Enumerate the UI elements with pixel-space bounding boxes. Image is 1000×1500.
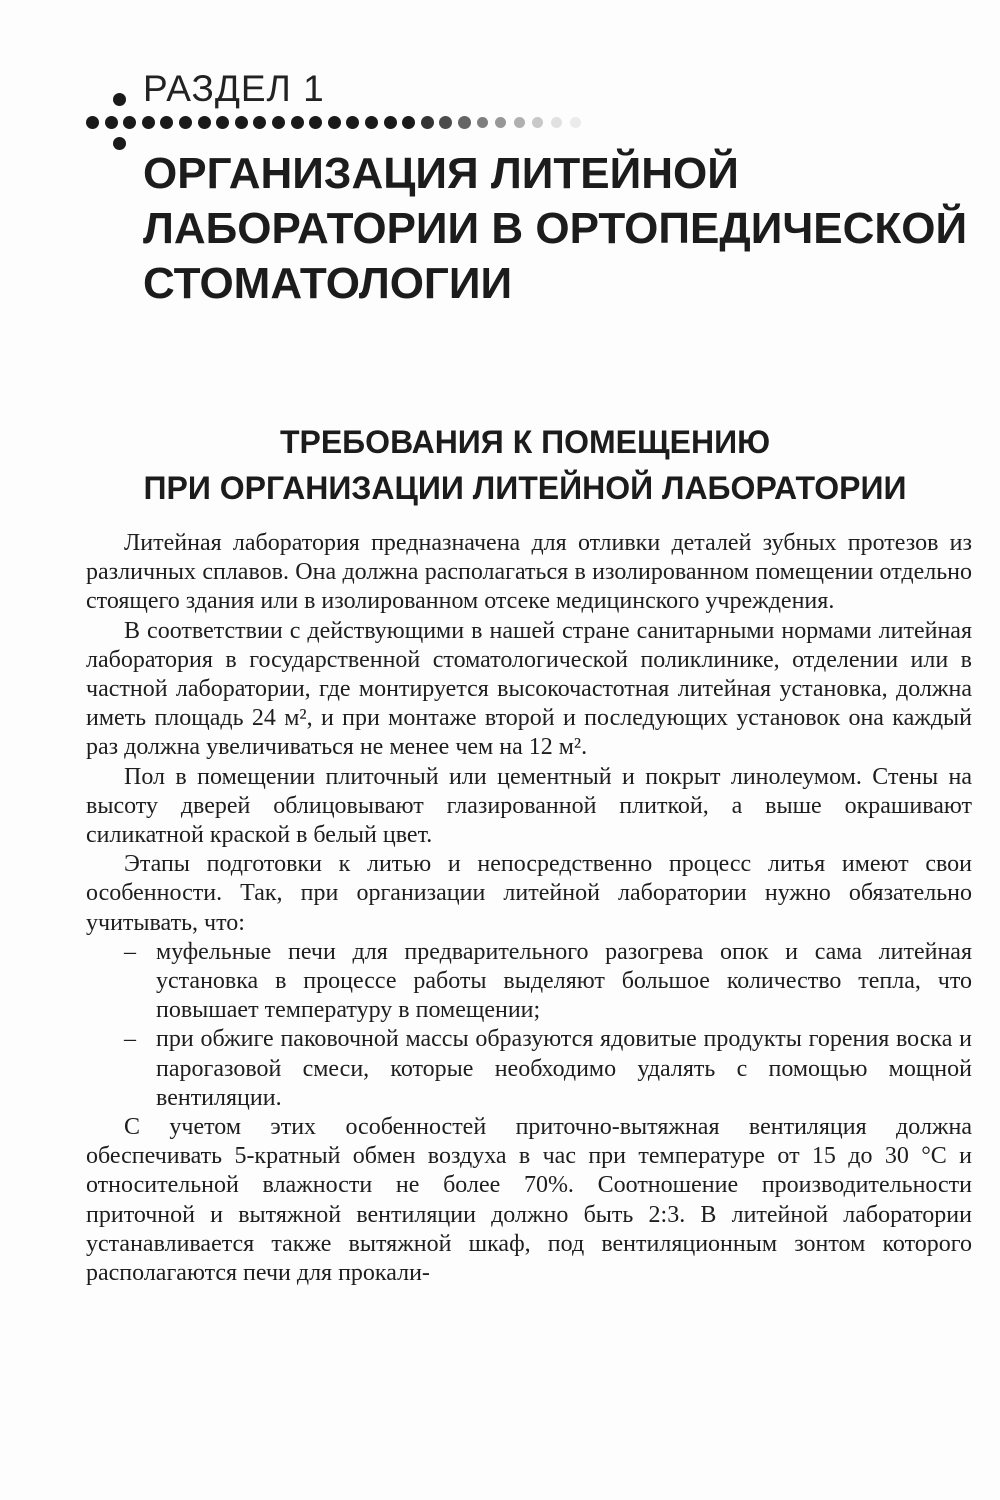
rule-dot bbox=[105, 116, 118, 129]
rule-dot bbox=[160, 116, 173, 129]
rule-dot bbox=[198, 116, 211, 129]
section-bullet-bottom bbox=[113, 137, 126, 150]
paragraph: Литейная лаборатория предназначена для отливки деталей зубных протезов из различных сплавов. Она должна располагаться в изолированном помещении отдельно стоящего здания или в изолированном отсеке медицинского учреждения. bbox=[86, 530, 972, 615]
rule-dot bbox=[179, 116, 192, 129]
rule-dot bbox=[235, 116, 248, 129]
rule-dot bbox=[291, 116, 304, 129]
paragraph: Пол в помещении плиточный или цементный и покрыт линолеумом. Стены на высоту дверей облицовывают глазированной плиткой, а выше окрашивают силикатной краской в белый цвет. bbox=[86, 763, 972, 849]
list-marker: – bbox=[124, 938, 136, 965]
section-bullet-top bbox=[113, 93, 126, 106]
rule-dot bbox=[421, 116, 434, 129]
section-heading bbox=[80, 419, 970, 511]
rule-dot bbox=[216, 116, 229, 129]
rule-dot bbox=[495, 117, 506, 128]
chapter-title bbox=[143, 146, 983, 311]
rule-dot bbox=[365, 116, 378, 129]
list-item bbox=[86, 938, 972, 1026]
paragraph: В соответствии с действующими в нашей стране санитарными нормами литейная лаборатория в государственной стоматологической поликлинике, отделении или в частной лаборатории, где монтируется высокочастотная литейная установка, должна иметь площадь 24 м², и при монтаже второй и последующих установок она каждый раз должна увеличиваться не менее чем на 12 м². bbox=[86, 617, 972, 761]
section-heading-line: ПРИ ОРГАНИЗАЦИИ ЛИТЕЙНОЙ ЛАБОРАТОРИИ bbox=[143, 470, 907, 506]
chapter-title-line: СТОМАТОЛОГИИ bbox=[143, 259, 513, 308]
rule-dot bbox=[142, 116, 155, 129]
paragraph: С учетом этих особенностей приточно-вытяжная вентиляция должна обеспечивать 5-кратный обмен воздуха в час при температуре от 15 до 30 °С и относительной влажности не более 70%. Соотношение производительности приточной и вытяжной вентиляции должно быть 2:3. В литейной лаборатории устанавливается также вытяжной шкаф, под вентиляционным зонтом которого располагаются печи для прокали- bbox=[86, 1114, 972, 1287]
rule-dot bbox=[123, 116, 136, 129]
rule-dot bbox=[570, 117, 581, 128]
rule-dot bbox=[439, 116, 452, 129]
list-item-text: при обжиге паковочной массы образуются ядовитые продукты горения воска и парогазовой смеси, которые необходимо удалять с помощью мощной вентиляции. bbox=[156, 1026, 972, 1111]
rule-dot bbox=[532, 117, 543, 128]
bullet-list bbox=[86, 938, 972, 1113]
rule-dot bbox=[272, 116, 285, 129]
rule-dot bbox=[328, 116, 341, 129]
rule-dot bbox=[458, 116, 471, 129]
rule-dot bbox=[86, 116, 99, 129]
list-item bbox=[86, 1025, 972, 1113]
rule-dot bbox=[402, 116, 415, 129]
section-label: РАЗДЕЛ 1 bbox=[143, 68, 325, 109]
chapter-title-line: ОРГАНИЗАЦИЯ ЛИТЕЙНОЙ bbox=[143, 149, 739, 198]
section-heading-line: ТРЕБОВАНИЯ К ПОМЕЩЕНИЮ bbox=[279, 424, 771, 460]
rule-dot bbox=[477, 117, 488, 128]
list-item-text: муфельные печи для предварительного разогрева опок и сама литейная установка в процессе работы выделяют большое количество тепла, что повышает температуру в помещении; bbox=[156, 938, 972, 1024]
rule-dot bbox=[346, 116, 359, 129]
body-text bbox=[86, 529, 972, 1288]
rule-dot bbox=[253, 116, 266, 129]
paragraph: Этапы подготовки к литью и непосредственно процесс литья имеют свои особенности. Так, при организации литейной лаборатории нужно обязательно учитывать, что: bbox=[86, 851, 972, 936]
rule-dot bbox=[514, 117, 525, 128]
chapter-title-line: ЛАБОРАТОРИИ В ОРТОПЕДИЧЕСКОЙ bbox=[143, 204, 968, 253]
rule-dot bbox=[384, 116, 397, 129]
rule-dot bbox=[551, 117, 562, 128]
rule-dot bbox=[309, 116, 322, 129]
list-marker: – bbox=[124, 1026, 136, 1053]
dotted-rule bbox=[86, 116, 606, 132]
